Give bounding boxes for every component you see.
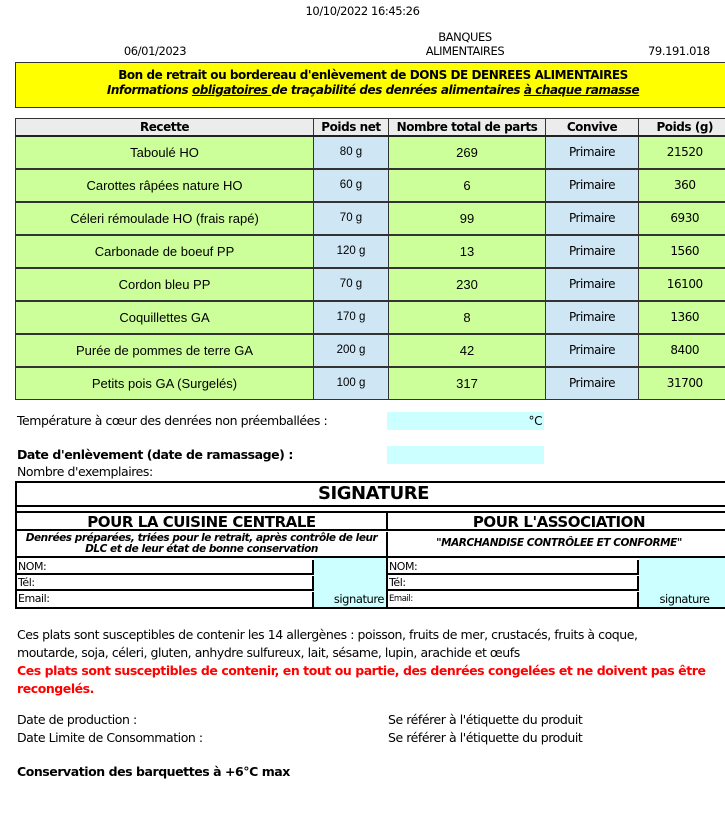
cell-poids-g: 6930 — [639, 202, 725, 235]
kitchen-section-note: Denrées préparées, triées pour le retrait, après contrôle de leur DLC et de leur état de bonne conservation — [17, 532, 388, 558]
document-subtitle — [16, 83, 725, 98]
subtitle-text: Informations — [106, 83, 192, 97]
cell-parts: 317 — [389, 367, 546, 400]
table-row — [16, 301, 725, 334]
cell-recette: Taboulé HO — [16, 136, 314, 169]
signature-title: SIGNATURE — [17, 483, 725, 507]
temperature-label: Température à cœur des denrées non préemballées : — [17, 413, 328, 428]
cell-recette: Coquillettes GA — [16, 301, 314, 334]
signature-label: signature — [333, 592, 384, 606]
document-date: 06/01/2023 — [123, 44, 187, 58]
temperature-unit: °C — [528, 414, 542, 428]
cell-parts: 6 — [389, 169, 546, 202]
association-name-field[interactable]: NOM: — [388, 560, 639, 575]
cell-convive: Primaire — [546, 136, 639, 169]
subtitle-text: de traçabilité des denrées alimentaires — [271, 83, 524, 97]
reference-number: 79.191.018 — [648, 44, 710, 58]
allergens-line-1: Ces plats sont susceptibles de contenir les 14 allergènes : poisson, fruits de mer, crustacés, fruits à coque, — [17, 627, 638, 642]
dlc-value: Se référer à l'étiquette du produit — [388, 730, 583, 745]
cell-poids-net: 70 g — [314, 268, 389, 301]
frozen-warning: Ces plats sont susceptibles de contenir, en tout ou partie, des denrées congelées et ne doivent pas être recongelés. — [17, 663, 706, 696]
cell-parts: 13 — [389, 235, 546, 268]
copies-label: Nombre d'exemplaires: — [17, 464, 153, 479]
table-row — [16, 334, 725, 367]
association-section-note: "MARCHANDISE CONTRÔLEE ET CONFORME" — [388, 532, 725, 558]
cell-parts: 99 — [389, 202, 546, 235]
pickup-date-label: Date d'enlèvement (date de ramassage) : — [17, 447, 293, 462]
kitchen-signature-box[interactable] — [314, 558, 388, 607]
cell-poids-net: 70 g — [314, 202, 389, 235]
table-row — [16, 367, 725, 400]
association-email-field[interactable]: Email: — [388, 592, 639, 607]
table-row — [16, 136, 725, 169]
cell-convive: Primaire — [546, 301, 639, 334]
kitchen-phone-field[interactable]: Tél: — [17, 576, 314, 591]
cell-poids-net: 120 g — [314, 235, 389, 268]
association-signature-box[interactable] — [639, 558, 725, 607]
cell-recette: Cordon bleu PP — [16, 268, 314, 301]
cell-parts: 269 — [389, 136, 546, 169]
cell-poids-g: 1360 — [639, 301, 725, 334]
recipes-table — [15, 118, 725, 400]
subtitle-emphasis: obligatoires — [191, 83, 272, 97]
column-header-convive: Convive — [546, 119, 639, 136]
cell-parts: 230 — [389, 268, 546, 301]
cell-recette: Purée de pommes de terre GA — [16, 334, 314, 367]
table-row — [16, 202, 725, 235]
signature-label: signature — [659, 592, 710, 606]
signature-block — [15, 481, 725, 609]
cell-poids-g: 31700 — [639, 367, 725, 400]
document-title: Bon de retrait ou bordereau d'enlèvement de DONS DE DENREES ALIMENTAIRES — [118, 68, 628, 82]
cell-convive: Primaire — [546, 202, 639, 235]
cell-parts: 8 — [389, 301, 546, 334]
cell-parts: 42 — [389, 334, 546, 367]
cell-recette: Carbonade de boeuf PP — [16, 235, 314, 268]
column-header-poids-net: Poids net — [314, 119, 389, 136]
print-timestamp: 10/10/2022 16:45:26 — [305, 4, 420, 18]
subtitle-emphasis: à chaque ramasse — [523, 83, 640, 97]
cell-poids-g: 1560 — [639, 235, 725, 268]
cell-recette: Céleri rémoulade HO (frais rapé) — [16, 202, 314, 235]
cell-convive: Primaire — [546, 367, 639, 400]
cell-poids-net: 200 g — [314, 334, 389, 367]
table-header-row — [16, 119, 725, 136]
cell-poids-g: 21520 — [639, 136, 725, 169]
cell-poids-g: 8400 — [639, 334, 725, 367]
column-header-recette: Recette — [16, 119, 314, 136]
table-row — [16, 268, 725, 301]
cell-poids-net: 80 g — [314, 136, 389, 169]
kitchen-section-title: POUR LA CUISINE CENTRALE — [17, 511, 388, 531]
cell-poids-net: 100 g — [314, 367, 389, 400]
organisation-line-1: BANQUES — [438, 30, 492, 44]
allergens-line-2: moutarde, soja, céleri, gluten, anhydre sulfureux, lait, sésame, lupin, arachide et œufs — [17, 645, 520, 660]
column-header-poids-g: Poids (g) — [639, 119, 725, 136]
allergens-notice — [17, 626, 725, 698]
document-title-banner — [15, 62, 725, 108]
cell-convive: Primaire — [546, 334, 639, 367]
kitchen-email-field[interactable]: Email: — [17, 592, 314, 607]
cell-recette: Petits pois GA (Surgelés) — [16, 367, 314, 400]
cell-poids-net: 170 g — [314, 301, 389, 334]
kitchen-name-field[interactable]: NOM: — [17, 560, 314, 575]
cell-convive: Primaire — [546, 268, 639, 301]
association-phone-field[interactable]: Tél: — [388, 576, 639, 591]
cell-recette: Carottes râpées nature HO — [16, 169, 314, 202]
table-row — [16, 169, 725, 202]
temperature-input[interactable] — [387, 412, 544, 430]
cell-poids-g: 16100 — [639, 268, 725, 301]
production-date-value: Se référer à l'étiquette du produit — [388, 712, 583, 727]
table-row — [16, 235, 725, 268]
column-header-parts: Nombre total de parts — [389, 119, 546, 136]
cell-poids-g: 360 — [639, 169, 725, 202]
storage-instruction: Conservation des barquettes à +6°C max — [17, 764, 290, 779]
cell-poids-net: 60 g — [314, 169, 389, 202]
production-date-label: Date de production : — [17, 712, 137, 727]
association-section-title: POUR L'ASSOCIATION — [388, 511, 725, 531]
organisation-line-2: ALIMENTAIRES — [425, 44, 505, 58]
dlc-label: Date Limite de Consommation : — [17, 730, 203, 745]
pickup-date-input[interactable] — [387, 446, 544, 464]
cell-convive: Primaire — [546, 169, 639, 202]
organisation-name — [385, 30, 545, 58]
cell-convive: Primaire — [546, 235, 639, 268]
